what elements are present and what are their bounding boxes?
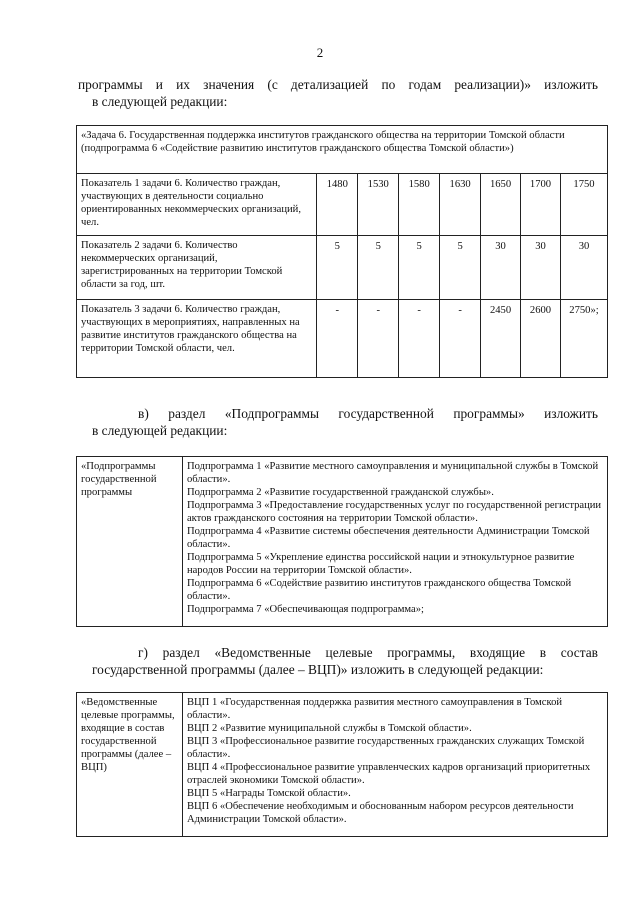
subprograms-list <box>182 457 607 627</box>
paragraph-subprograms <box>78 405 598 439</box>
indicator-value: - <box>440 300 481 378</box>
list-item: Подпрограмма 1 «Развитие местного самоуправления и муниципальной службы в Томской области». <box>186 461 599 485</box>
paragraph-departmental <box>78 644 598 678</box>
list-item: Подпрограмма 6 «Содействие развитию институтов гражданского общества Томской области». <box>186 578 572 602</box>
departmental-programs-table <box>76 692 608 837</box>
indicator-value: 5 <box>317 236 358 300</box>
paragraph-line: в следующей редакции: <box>92 423 228 438</box>
indicator-value: 5 <box>358 236 399 300</box>
paragraph-line: в следующей редакции: <box>92 94 228 109</box>
indicator-value: 2750»; <box>560 300 607 378</box>
indicator-label: Показатель 3 задачи 6. Количество граждан, участвующих в мероприятиях, направленных на развитие институтов гражданского общества на территории Томской области, чел. <box>77 300 317 378</box>
list-item: ВЦП 6 «Обеспечение необходимым и обоснованным набором ресурсов деятельности Администрации Томской области». <box>186 801 574 825</box>
indicator-value: 1630 <box>440 174 481 236</box>
indicator-value: 1580 <box>399 174 440 236</box>
list-item: ВЦП 2 «Развитие муниципальной службы в Томской области». <box>186 723 472 734</box>
indicator-value: - <box>399 300 440 378</box>
paragraph-line: государственной программы (далее – ВЦП)» изложить в следующей редакции: <box>92 662 544 677</box>
departmental-programs-list <box>182 693 607 837</box>
indicator-value: 5 <box>440 236 481 300</box>
list-item: ВЦП 1 «Государственная поддержка развития местного самоуправления в Томской области». <box>186 697 563 721</box>
indicator-value: 30 <box>560 236 607 300</box>
indicator-label: Показатель 1 задачи 6. Количество граждан, участвующих в деятельности социально ориентированных некоммерческих организаций, чел. <box>77 174 317 236</box>
departmental-programs-label: «Ведомственные целевые программы, входящие в состав государственной программы (далее – ВЦП) <box>77 693 183 837</box>
indicator-value: 1530 <box>358 174 399 236</box>
subprograms-label: «Подпрограммы государственной программы <box>77 457 183 627</box>
list-item: ВЦП 5 «Награды Томской области». <box>186 788 351 799</box>
list-item: ВЦП 3 «Профессиональное развитие государственных гражданских служащих Томской области». <box>186 736 585 760</box>
list-item: Подпрограмма 5 «Укрепление единства российской нации и этнокультурное развитие народов России на территории Томской области». <box>186 552 575 576</box>
list-item: Подпрограмма 3 «Предоставление государственных услуг по государственной регистрации актов гражданского состояния на территории Томской области». <box>186 500 602 524</box>
paragraph-line: программы и их значения (с детализацией по годам реализации)» изложить <box>78 77 598 92</box>
paragraph-line: г) раздел «Ведомственные целевые программы, входящие в состав <box>138 645 598 660</box>
indicator-value: - <box>358 300 399 378</box>
indicator-value: 30 <box>481 236 521 300</box>
subprograms-table <box>76 456 608 627</box>
list-item: Подпрограмма 2 «Развитие государственной гражданской службы». <box>186 487 494 498</box>
indicator-value: 5 <box>399 236 440 300</box>
list-item: ВЦП 4 «Профессиональное развитие управленческих кадров организаций приоритетных отраслей экономики Томской области». <box>186 762 591 786</box>
indicator-value: 2600 <box>521 300 561 378</box>
indicator-value: 1480 <box>317 174 358 236</box>
indicator-value: 1750 <box>560 174 607 236</box>
indicator-value: 2450 <box>481 300 521 378</box>
indicator-value: 1700 <box>521 174 561 236</box>
task-header-cell: «Задача 6. Государственная поддержка институтов гражданского общества на территории Томской области (подпрограмма 6 «Содействие развитию институтов гражданского общества Томской области») <box>77 126 608 174</box>
indicator-value: 30 <box>521 236 561 300</box>
list-item: Подпрограмма 7 «Обеспечивающая подпрограмма»; <box>186 604 424 615</box>
page-number: 2 <box>316 45 324 60</box>
indicator-value: 1650 <box>481 174 521 236</box>
indicator-label: Показатель 2 задачи 6. Количество некоммерческих организаций, зарегистрированных на территории Томской области за год, шт. <box>77 236 317 300</box>
indicator-value: - <box>317 300 358 378</box>
indicators-table <box>76 125 608 378</box>
paragraph-line: в) раздел «Подпрограммы государственной программы» изложить <box>138 406 598 421</box>
list-item: Подпрограмма 4 «Развитие системы обеспечения деятельности Администрации Томской области». <box>186 526 590 550</box>
paragraph-intro <box>78 76 598 110</box>
